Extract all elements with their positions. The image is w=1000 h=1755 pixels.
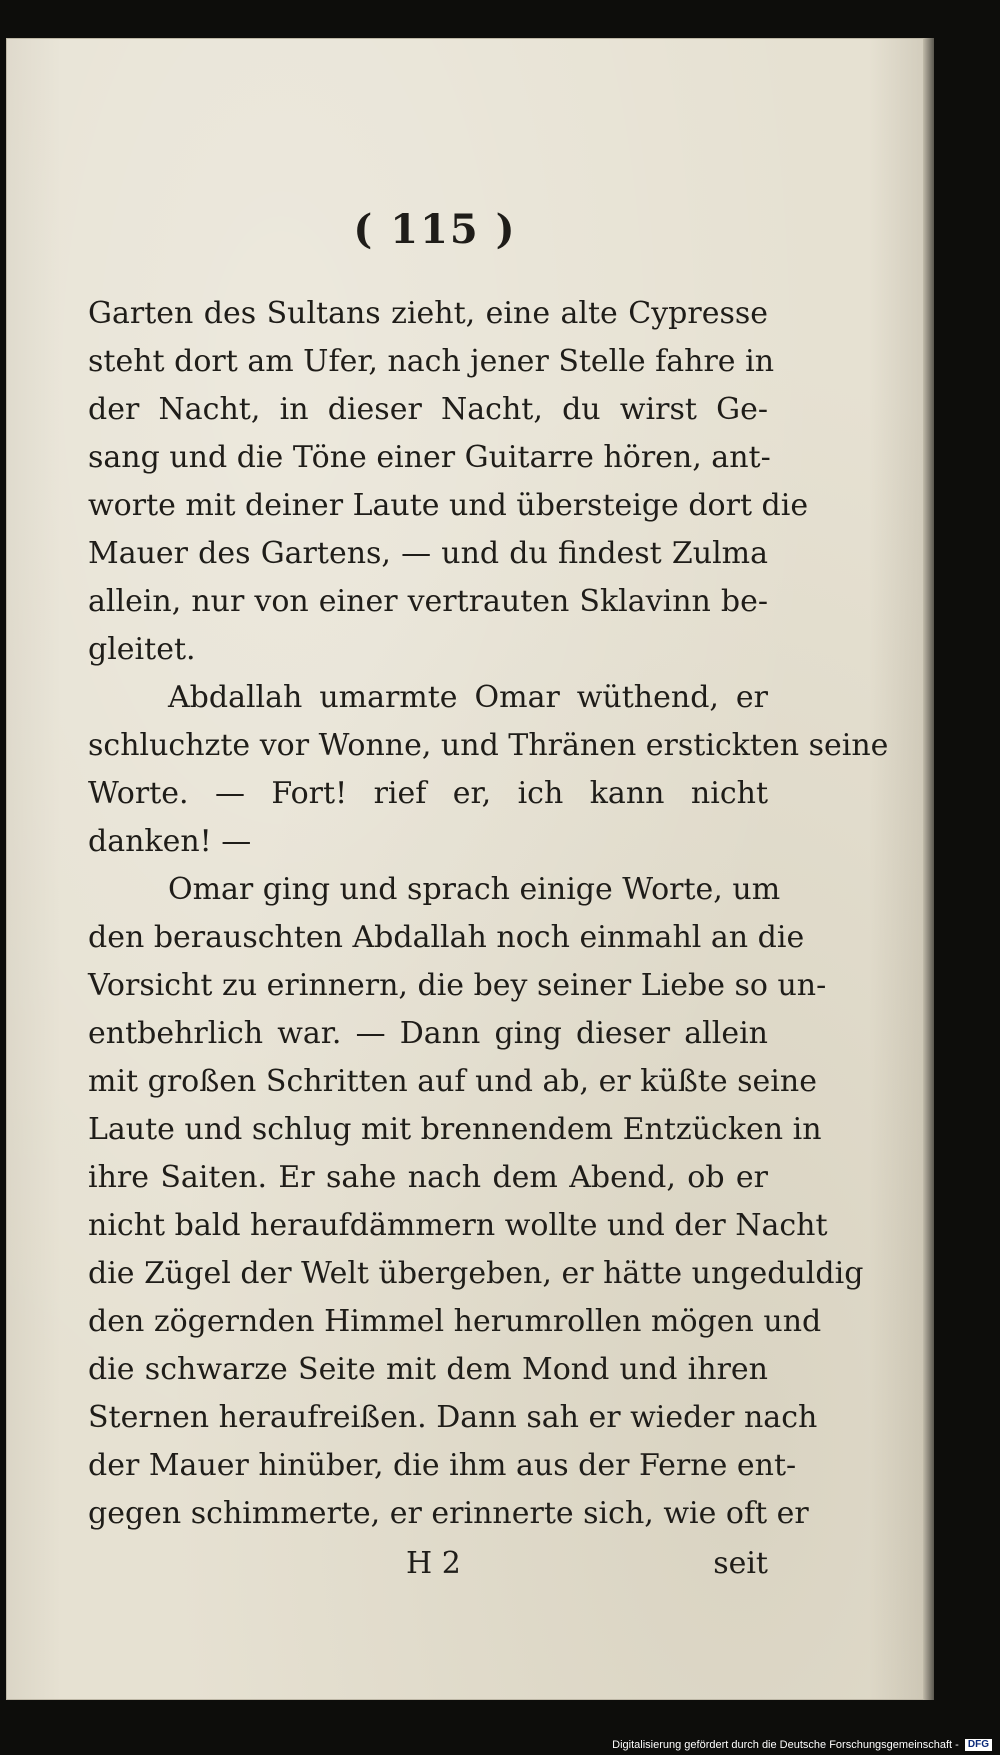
text-line: Omar ging und sprach einige Worte, um xyxy=(168,872,781,907)
text-line: Mauer des Gartens, — und du findest Zulma xyxy=(88,536,768,571)
text-line: danken! — xyxy=(88,824,252,859)
text-line: steht dort am Ufer, nach jener Stelle fahre in xyxy=(88,344,775,379)
text-line: gegen schimmerte, er erinnerte sich, wie oft er xyxy=(88,1496,809,1531)
text-line: Worte. — Fort! rief er, ich kann nicht xyxy=(88,776,768,811)
text-line: gleitet. xyxy=(88,632,196,667)
text-line: Vorsicht zu erinnern, die bey seiner Liebe so un- xyxy=(88,968,827,1003)
text-line: Laute und schlug mit brennendem Entzücken in xyxy=(88,1112,822,1147)
text-line: Garten des Sultans zieht, eine alte Cypresse xyxy=(88,296,768,331)
text-line: Abdallah umarmte Omar wüthend, er xyxy=(168,680,768,715)
catchword: seit xyxy=(713,1546,768,1581)
page-number: ( 115 ) xyxy=(353,206,517,253)
text-line: den zögernden Himmel herumrollen mögen und xyxy=(88,1304,822,1339)
text-line: allein, nur von einer vertrauten Sklavinn be- xyxy=(88,584,768,619)
text-line: den berauschten Abdallah noch einmahl an die xyxy=(88,920,805,955)
text-line: worte mit deiner Laute und übersteige dort die xyxy=(88,488,809,523)
text-line: ihre Saiten. Er sahe nach dem Abend, ob er xyxy=(88,1160,768,1195)
text-line: nicht bald heraufdämmern wollte und der Nacht xyxy=(88,1208,828,1243)
text-line: schluchzte vor Wonne, und Thränen erstickten seine xyxy=(88,728,889,763)
text-line: Sternen heraufreißen. Dann sah er wieder nach xyxy=(88,1400,818,1435)
text-line: mit großen Schritten auf und ab, er küßte seine xyxy=(88,1064,817,1099)
page-edge xyxy=(924,38,934,1700)
body-text xyxy=(88,290,889,1538)
digitization-credit xyxy=(612,1739,992,1751)
signature-mark: H 2 xyxy=(406,1546,461,1581)
text-line: entbehrlich war. — Dann ging dieser allein xyxy=(88,1016,768,1051)
page-footer xyxy=(88,1546,768,1594)
text-line: sang und die Töne einer Guitarre hören, ant- xyxy=(88,440,771,475)
book-page xyxy=(6,38,924,1700)
text-line: die schwarze Seite mit dem Mond und ihren xyxy=(88,1352,768,1387)
credit-text: Digitalisierung gefördert durch die Deutsche Forschungsgemeinschaft - xyxy=(612,1738,959,1751)
text-line: die Zügel der Welt übergeben, er hätte ungeduldig xyxy=(88,1256,864,1291)
dfg-logo: DFG xyxy=(965,1739,992,1751)
text-line: der Nacht, in dieser Nacht, du wirst Ge- xyxy=(88,392,768,427)
text-line: der Mauer hinüber, die ihm aus der Ferne ent- xyxy=(88,1448,797,1483)
